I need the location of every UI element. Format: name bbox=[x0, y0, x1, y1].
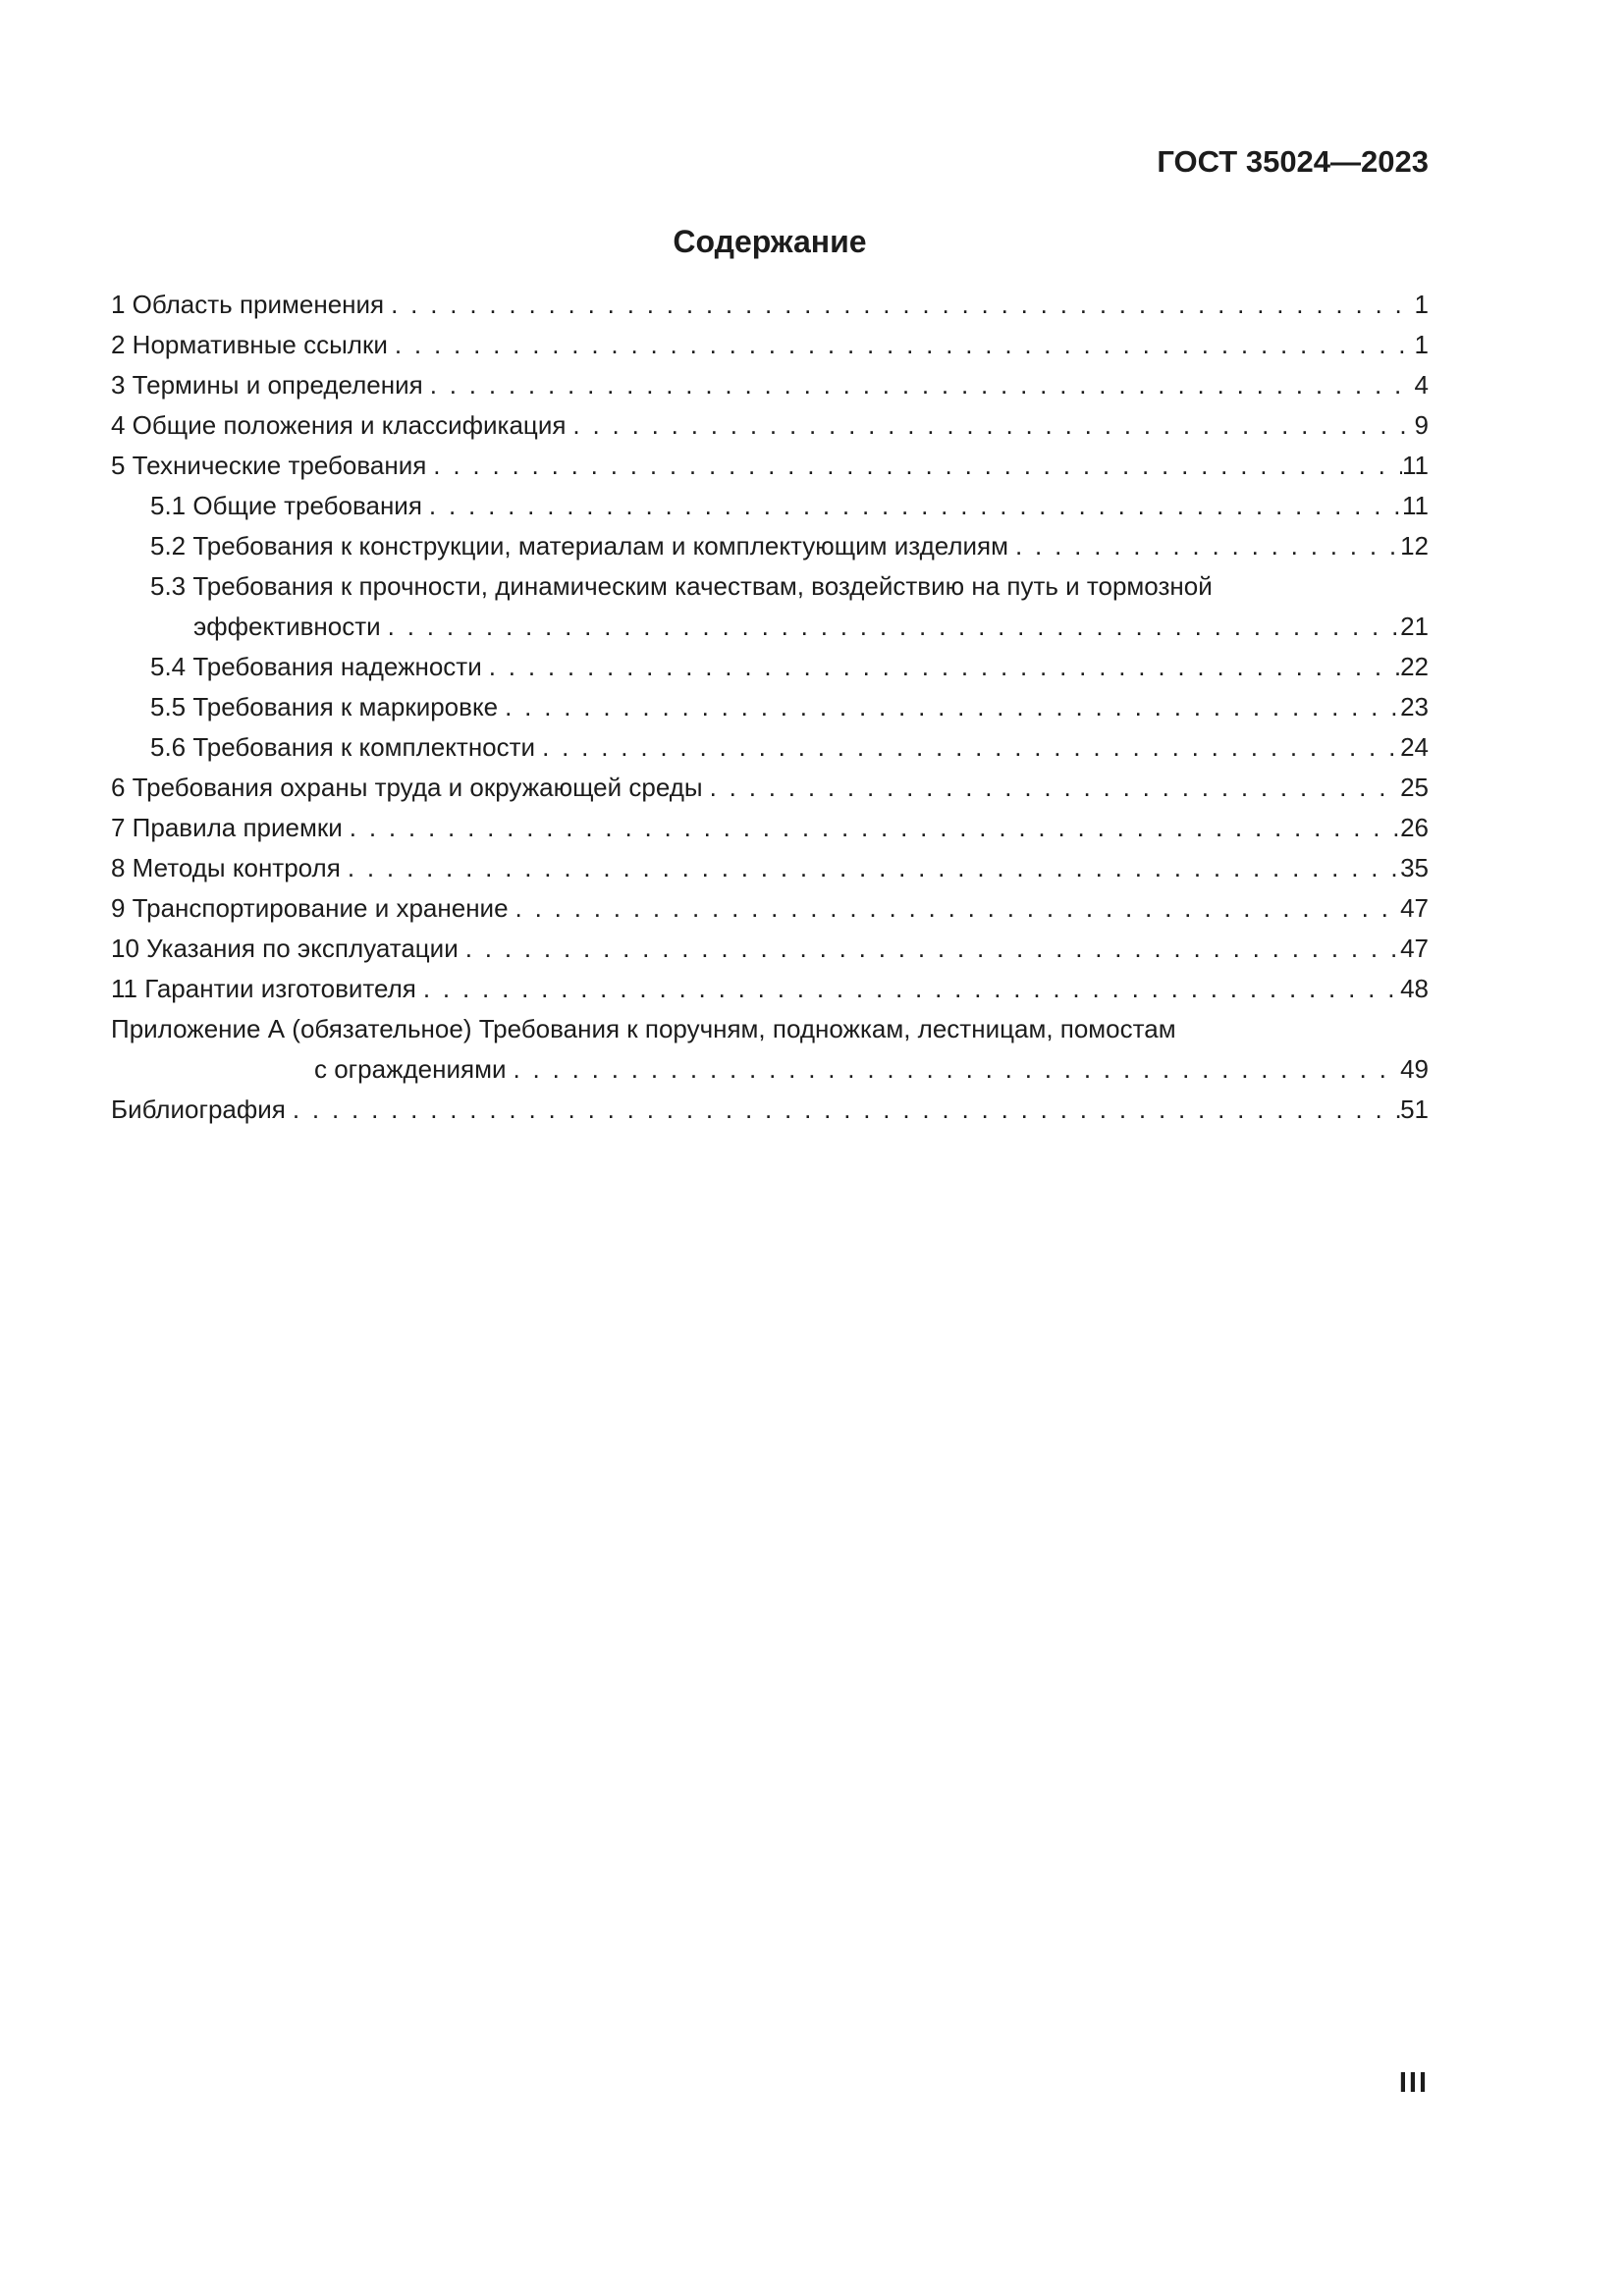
toc-entry-page: 23 bbox=[1400, 692, 1429, 721]
toc-row bbox=[111, 607, 1429, 647]
toc-entry bbox=[111, 486, 1429, 526]
toc-entry-text: 5.4 Требования надежности bbox=[150, 652, 482, 681]
toc-entry-text: 5.1 Общие требования bbox=[150, 491, 422, 520]
toc-row bbox=[111, 687, 1429, 727]
toc-list bbox=[111, 285, 1429, 1130]
toc-entry-page: 47 bbox=[1400, 934, 1429, 963]
toc-entry-text: 1 Область применения bbox=[111, 290, 385, 319]
toc-row bbox=[111, 1049, 1429, 1090]
toc-row bbox=[111, 566, 1429, 607]
toc-entry-text: 10 Указания по эксплуатации bbox=[111, 934, 459, 963]
toc-row bbox=[111, 325, 1429, 365]
toc-entry-text: 7 Правила приемки bbox=[111, 813, 343, 842]
dot-leader bbox=[703, 768, 1400, 808]
toc-entry-page: 48 bbox=[1400, 974, 1429, 1003]
toc-entry bbox=[111, 929, 1429, 969]
dot-leader bbox=[482, 647, 1400, 687]
toc-entry-text: 5 Технические требования bbox=[111, 451, 427, 480]
toc-entry bbox=[111, 888, 1429, 929]
toc-entry-page: 11 bbox=[1402, 451, 1429, 480]
toc-row bbox=[111, 1009, 1429, 1049]
dot-leader bbox=[506, 1049, 1400, 1090]
toc-entry bbox=[111, 687, 1429, 727]
toc-entry-text: 5.6 Требования к комплектности bbox=[150, 732, 536, 762]
toc-entry-page: 47 bbox=[1400, 893, 1429, 923]
toc-entry-page: 25 bbox=[1400, 773, 1429, 802]
toc-entry-text: 5.5 Требования к маркировке bbox=[150, 692, 499, 721]
dot-leader bbox=[343, 808, 1400, 848]
toc-entry bbox=[111, 848, 1429, 888]
toc-row bbox=[111, 808, 1429, 848]
toc-entry-text: 11 Гарантии изготовителя bbox=[111, 974, 416, 1003]
dot-leader bbox=[566, 405, 1414, 446]
dot-leader bbox=[388, 325, 1415, 365]
toc-entry bbox=[111, 365, 1429, 405]
dot-leader bbox=[1008, 526, 1400, 566]
dot-leader bbox=[381, 607, 1400, 647]
dot-leader bbox=[459, 929, 1400, 969]
toc-entry bbox=[111, 768, 1429, 808]
toc-entry-text: эффективности bbox=[193, 612, 381, 641]
toc-entry-text: 5.3 Требования к прочности, динамическим качествам, воздействию на путь и тормозной bbox=[150, 571, 1213, 601]
toc-entry-text: с ограждениями bbox=[314, 1054, 507, 1084]
toc-entry-page: 24 bbox=[1400, 732, 1429, 762]
toc-entry-page: 22 bbox=[1400, 652, 1429, 681]
toc-row bbox=[111, 929, 1429, 969]
toc-entry bbox=[111, 1009, 1429, 1090]
dot-leader bbox=[535, 727, 1400, 768]
dot-leader bbox=[384, 285, 1414, 325]
toc-entry bbox=[111, 325, 1429, 365]
dot-leader bbox=[286, 1090, 1400, 1130]
dot-leader bbox=[422, 486, 1402, 526]
toc-entry-page: 12 bbox=[1400, 531, 1429, 561]
toc-row bbox=[111, 285, 1429, 325]
toc-entry bbox=[111, 526, 1429, 566]
dot-leader bbox=[416, 969, 1400, 1009]
toc-row bbox=[111, 446, 1429, 486]
toc-row bbox=[111, 1090, 1429, 1130]
toc-entry bbox=[111, 727, 1429, 768]
dot-leader bbox=[423, 365, 1415, 405]
toc-row bbox=[111, 768, 1429, 808]
toc-entry-page: 1 bbox=[1414, 290, 1429, 319]
toc-entry-page: 21 bbox=[1400, 612, 1429, 641]
toc-entry bbox=[111, 446, 1429, 486]
dot-leader bbox=[426, 446, 1402, 486]
toc-row bbox=[111, 365, 1429, 405]
toc-entry bbox=[111, 285, 1429, 325]
toc-row bbox=[111, 647, 1429, 687]
toc-row bbox=[111, 848, 1429, 888]
toc-entry-page: 9 bbox=[1414, 410, 1429, 440]
toc-entry-page: 1 bbox=[1414, 330, 1429, 359]
toc-title: Содержание bbox=[673, 224, 867, 259]
toc-entry bbox=[111, 808, 1429, 848]
toc-entry-text: 9 Транспортирование и хранение bbox=[111, 893, 509, 923]
dot-leader bbox=[341, 848, 1400, 888]
toc-entry-text: 5.2 Требования к конструкции, материалам и комплектующим изделиям bbox=[150, 531, 1008, 561]
dot-leader bbox=[509, 888, 1401, 929]
toc-row bbox=[111, 526, 1429, 566]
toc-entry-text: 4 Общие положения и классификация bbox=[111, 410, 567, 440]
toc-entry bbox=[111, 969, 1429, 1009]
toc-entry-text: 2 Нормативные ссылки bbox=[111, 330, 388, 359]
document-code: ГОСТ 35024—2023 bbox=[1157, 144, 1429, 179]
toc-entry-page: 49 bbox=[1400, 1054, 1429, 1084]
toc-row bbox=[111, 969, 1429, 1009]
toc-entry bbox=[111, 566, 1429, 647]
toc-entry-page: 35 bbox=[1400, 853, 1429, 882]
toc-entry bbox=[111, 1090, 1429, 1130]
toc-entry-text: Приложение А (обязательное) Требования к поручням, подножкам, лестницам, помостам bbox=[111, 1014, 1176, 1043]
toc-entry-text: 3 Термины и определения bbox=[111, 370, 423, 400]
toc-entry bbox=[111, 405, 1429, 446]
toc-entry bbox=[111, 647, 1429, 687]
toc-row bbox=[111, 405, 1429, 446]
toc-entry-page: 26 bbox=[1400, 813, 1429, 842]
toc-row bbox=[111, 888, 1429, 929]
toc-entry-page: 51 bbox=[1400, 1095, 1429, 1124]
dot-leader bbox=[498, 687, 1400, 727]
toc-entry-text: Библиография bbox=[111, 1095, 286, 1124]
toc-entry-page: 4 bbox=[1414, 370, 1429, 400]
toc-row bbox=[111, 486, 1429, 526]
toc-row bbox=[111, 727, 1429, 768]
toc-entry-text: 6 Требования охраны труда и окружающей среды bbox=[111, 773, 703, 802]
toc-entry-text: 8 Методы контроля bbox=[111, 853, 341, 882]
page-number: III bbox=[1398, 2067, 1429, 2099]
toc-entry-page: 11 bbox=[1402, 491, 1429, 520]
